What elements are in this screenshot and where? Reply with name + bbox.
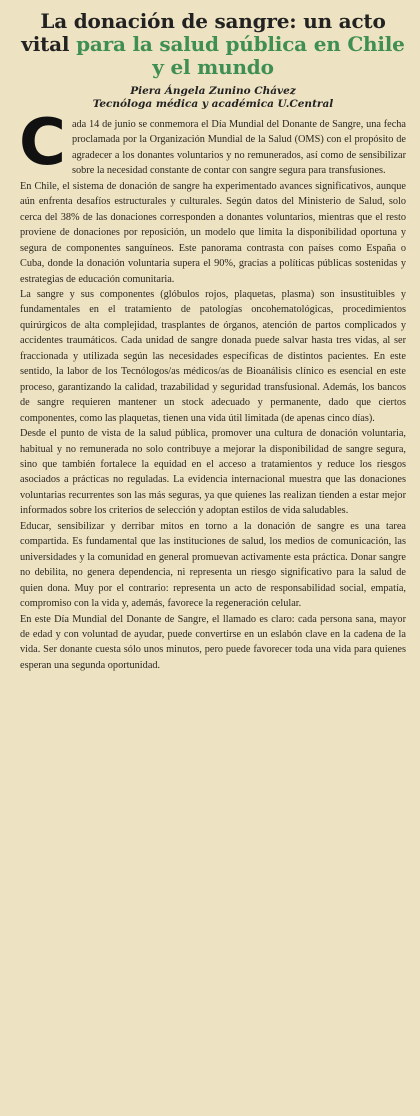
paragraph-1-text: ada 14 de junio se conmemora el Día Mundial del Donante de Sangre, una fecha proclamada por la Organización Mundial de la Salud (OMS) con el propósito de agradecer a los donantes voluntarios y no remunerados, así como de sensibilizar sobre la necesidad constante de contar con sangre segura para transfusiones. <box>71 119 406 177</box>
paragraph-5: Educar, sensibilizar y derribar mitos en torno a la donación de sangre es una tarea compartida. Es fundamental que las instituciones de salud, los medios de comunicación, las universidades y la comunidad en general promuevan activamente esta práctica. Donar sangre no debilita, no genera dependencia, ni representa un riesgo significativo para la salud de quien dona. Muy por el contrario: representa un acto de responsabilidad social, empatía, compromiso con la vida y, además, favorece la regeneración celular. <box>20 520 406 610</box>
paragraph-1 <box>19 106 406 180</box>
article-title-part2: para la salud pública en Chile y el mundo <box>76 32 405 79</box>
drop-cap: C <box>19 106 66 180</box>
article-body <box>19 106 406 673</box>
author-name: Piera Ángela Zunino Chávez <box>130 85 296 97</box>
paragraph-4: Desde el punto de vista de la salud pública, promover una cultura de donación voluntaria, habitual y no remunerada no solo contribuye a mejorar la disponibilidad de sangre segura, sino que también fortalece la equidad en el acceso a tratamientos y reduce los riesgos asociados a prácticas no reguladas. La evidencia internacional muestra que las donaciones voluntarias recurrentes son las más seguras, ya que quienes las realizan tienden a estar mejor informados sobre los criterios de selección y adoptan estilos de vida saludables. <box>20 428 406 517</box>
article-title-part1: La donación de sangre: un acto vital <box>21 9 386 56</box>
paragraph-3: La sangre y sus componentes (glóbulos rojos, plaquetas, plasma) son insustituibles y fundamentales en el tratamiento de patologías oncohematológicas, procedimientos quirúrgicos de alta complejidad, trasplantes de órganos, atención de partos complicados y accidentes traumáticos. Cada unidad de sangre donada puede salvar hasta tres vidas, al ser fraccionada y utilizada según las necesidades específicas de distintos pacientes. En este sentido, la labor de los Tecnólogos/as médicos/as de Bioanálisis clínico es esencial en este proceso, garantizando la calidad, trazabilidad y seguridad transfusional. Además, los bancos de sangre requieren mantener un stock adecuado y permanente, dado que ciertos componentes, como las plaquetas, tienen una vida útil limitada (de apenas cinco días). <box>20 288 406 424</box>
author-role: Tecnóloga médica y académica U.Central <box>92 98 334 110</box>
paragraph-2: En Chile, el sistema de donación de sangre ha experimentado avances significativos, aunque aún enfrenta desafíos estructurales y culturales. Según datos del Ministerio de Salud, solo cerca del 38% de las donaciones corresponden a donantes voluntarios, mientras que el resto proviene de donaciones por reposición, un modelo que limita la disponibilidad oportuna y segura de componentes sanguíneos. Este panorama contrasta con países como España o Cuba, donde la donación voluntaria supera el 90%, gracias a políticas públicas sostenidas y estrategias de educación comunitaria. <box>20 180 406 285</box>
article-title <box>20 10 406 79</box>
paragraph-6: En este Día Mundial del Donante de Sangre, el llamado es claro: cada persona sana, mayor de edad y con voluntad de ayudar, puede convertirse en un eslabón clave en la cadena de la vida. Ser donante cuesta sólo unos minutos, pero puede favorecer toda una vida para quienes esperan una segunda oportunidad. <box>20 613 406 671</box>
